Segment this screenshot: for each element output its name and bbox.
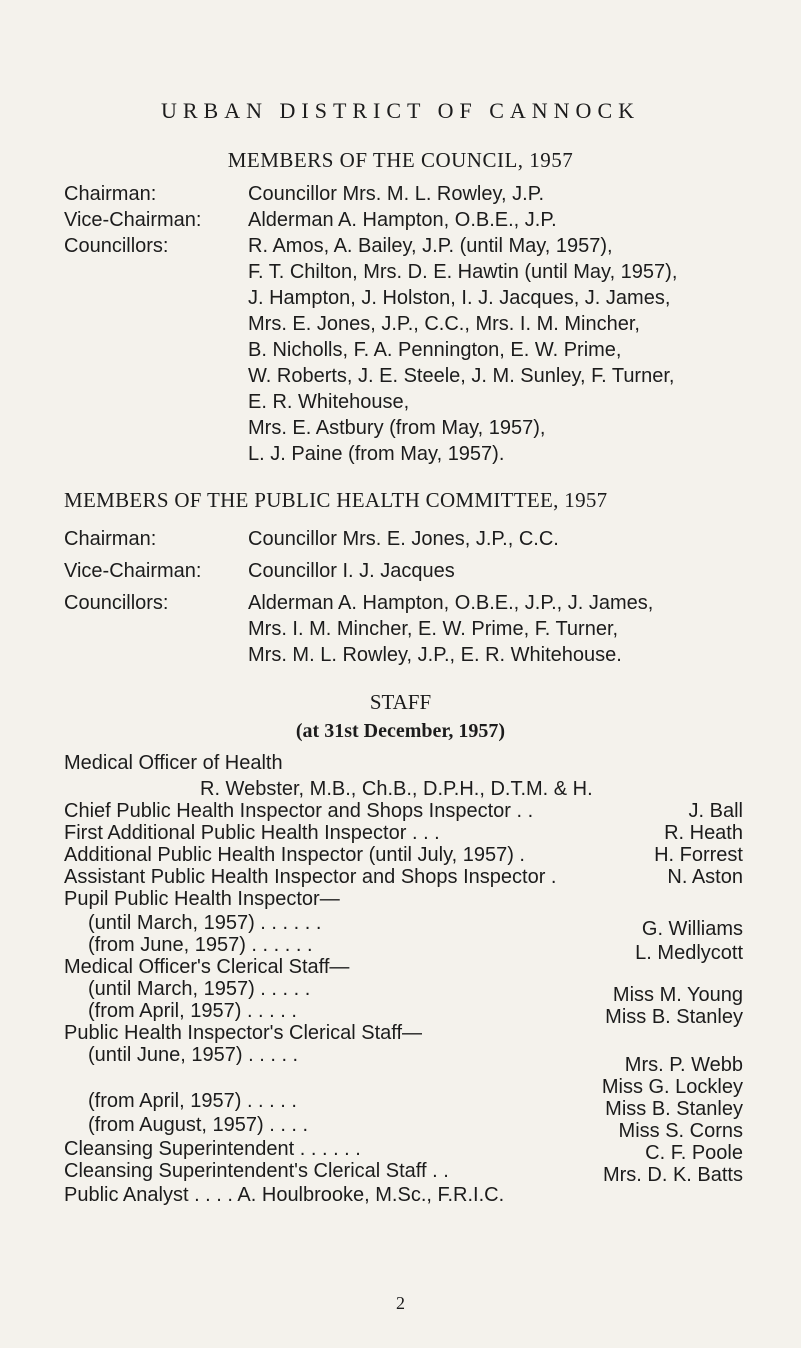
committee-row-value: Mrs. I. M. Mincher, E. W. Prime, F. Turner, bbox=[248, 618, 619, 640]
staff-line-left: (from August, 1957) . . . . bbox=[88, 1114, 309, 1136]
staff-line-right: Miss B. Stanley bbox=[605, 1098, 743, 1120]
committee-row-value: Councillor I. J. Jacques bbox=[248, 560, 455, 582]
staff-line-left: Cleansing Superintendent . . . . . . bbox=[64, 1138, 361, 1160]
council-row-label: Councillors: bbox=[64, 235, 169, 257]
council-row-value: L. J. Paine (from May, 1957). bbox=[248, 443, 505, 465]
council-row-value: B. Nicholls, F. A. Pennington, E. W. Prime, bbox=[248, 339, 622, 361]
staff-line-right: Miss B. Stanley bbox=[605, 1006, 743, 1028]
staff-line-left: (from April, 1957) . . . . . bbox=[88, 1090, 297, 1112]
council-heading: MEMBERS OF THE COUNCIL, 1957 bbox=[227, 148, 574, 172]
committee-row-value: Councillor Mrs. E. Jones, J.P., C.C. bbox=[248, 528, 559, 550]
staff-heading: STAFF bbox=[369, 690, 432, 714]
staff-line-left: Pupil Public Health Inspector— bbox=[64, 888, 340, 910]
page-number: 2 bbox=[396, 1293, 405, 1313]
committee-row-label: Chairman: bbox=[64, 528, 157, 550]
staff-line-right: Miss M. Young bbox=[612, 984, 743, 1006]
staff-line-right: R. Heath bbox=[664, 822, 743, 844]
staff-line-right: Mrs. P. Webb bbox=[624, 1054, 743, 1076]
council-row-value: W. Roberts, J. E. Steele, J. M. Sunley, F. Turner, bbox=[248, 365, 675, 387]
council-row-value: R. Amos, A. Bailey, J.P. (until May, 1957), bbox=[248, 235, 613, 257]
staff-line-right: H. Forrest bbox=[654, 844, 743, 866]
committee-row-label: Vice-Chairman: bbox=[64, 560, 202, 582]
council-row-value: F. T. Chilton, Mrs. D. E. Hawtin (until May, 1957), bbox=[248, 261, 678, 283]
staff-line-right: N. Aston bbox=[667, 866, 743, 888]
committee-row-label: Councillors: bbox=[64, 592, 169, 614]
document-title: URBAN DISTRICT OF CANNOCK bbox=[160, 98, 641, 123]
staff-line-left: (from April, 1957) . . . . . bbox=[88, 1000, 297, 1022]
staff-line-left: First Additional Public Health Inspector . . . bbox=[64, 822, 440, 844]
council-row-value: J. Hampton, J. Holston, I. J. Jacques, J. James, bbox=[248, 287, 671, 309]
staff-line-left: (from June, 1957) . . . . . . bbox=[88, 934, 313, 956]
staff-line-right: J. Ball bbox=[688, 800, 743, 822]
committee-row-value: Alderman A. Hampton, O.B.E., J.P., J. James, bbox=[248, 592, 654, 614]
staff-line-left: Public Analyst . . . . A. Houlbrooke, M.Sc., F.R.I.C. bbox=[64, 1184, 505, 1206]
staff-line-right: L. Medlycott bbox=[635, 942, 743, 964]
staff-line-left: Medical Officer of Health bbox=[64, 752, 283, 774]
council-row-value: Councillor Mrs. M. L. Rowley, J.P. bbox=[248, 183, 545, 205]
health-committee-heading: MEMBERS OF THE PUBLIC HEALTH COMMITTEE, 1957 bbox=[64, 488, 608, 512]
council-row-value: Mrs. E. Jones, J.P., C.C., Mrs. I. M. Mincher, bbox=[248, 313, 640, 335]
staff-line-left: Additional Public Health Inspector (until July, 1957) . bbox=[64, 844, 525, 866]
council-row-value: E. R. Whitehouse, bbox=[248, 391, 410, 413]
staff-line-left: Medical Officer's Clerical Staff— bbox=[64, 956, 350, 978]
staff-line-left: (until June, 1957) . . . . . bbox=[88, 1044, 299, 1066]
staff-line-left: R. Webster, M.B., Ch.B., D.P.H., D.T.M. & H. bbox=[200, 778, 593, 800]
staff-line-right: C. F. Poole bbox=[645, 1142, 743, 1164]
council-row-value: Alderman A. Hampton, O.B.E., J.P. bbox=[248, 209, 557, 231]
staff-line-right: Miss S. Corns bbox=[618, 1120, 743, 1142]
staff-line-left: (until March, 1957) . . . . . bbox=[88, 978, 311, 1000]
staff-line-left: Public Health Inspector's Clerical Staff— bbox=[64, 1022, 423, 1044]
staff-line-left: Cleansing Superintendent's Clerical Staff . . bbox=[64, 1160, 449, 1182]
staff-line-right: Mrs. D. K. Batts bbox=[602, 1164, 743, 1186]
committee-row-value: Mrs. M. L. Rowley, J.P., E. R. Whitehouse. bbox=[248, 644, 622, 666]
staff-line-left: Chief Public Health Inspector and Shops Inspector . . bbox=[64, 800, 534, 822]
council-row-value: Mrs. E. Astbury (from May, 1957), bbox=[248, 417, 546, 439]
council-row-label: Chairman: bbox=[64, 183, 157, 205]
staff-line-left: (until March, 1957) . . . . . . bbox=[88, 912, 322, 934]
staff-line-right: Miss G. Lockley bbox=[601, 1076, 743, 1098]
staff-line-left: Assistant Public Health Inspector and Shops Inspector . bbox=[64, 866, 557, 888]
council-row-label: Vice-Chairman: bbox=[64, 209, 202, 231]
staff-line-right: G. Williams bbox=[641, 918, 743, 940]
staff-date: (at 31st December, 1957) bbox=[295, 720, 506, 742]
